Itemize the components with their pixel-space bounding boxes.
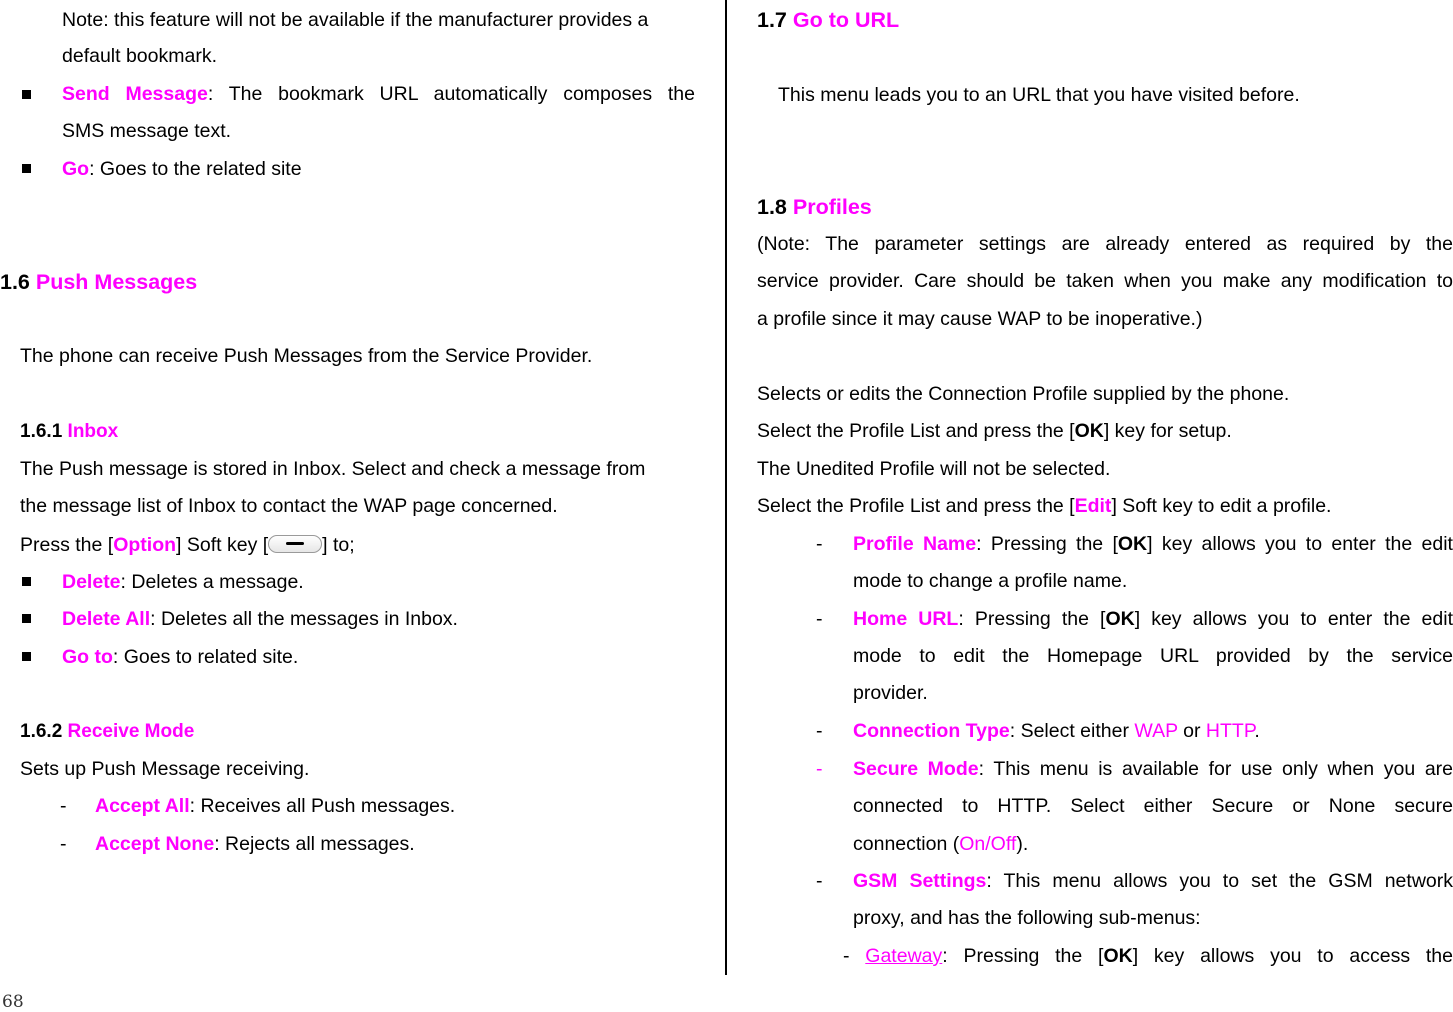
bullet-icon <box>22 652 31 661</box>
gsm-settings-item: GSM Settings: This menu allows you to set the GSM network <box>853 870 1453 892</box>
bullet-icon <box>22 614 31 623</box>
receive-mode-intro: Sets up Push Message receiving. <box>20 758 310 780</box>
home-url-item: Home URL: Pressing the [OK] key allows you to enter the edit <box>853 608 1453 630</box>
note-line-1: Note: this feature will not be available if the manufacturer provides a <box>62 9 649 31</box>
home-url-continuation-2: provider. <box>853 682 928 704</box>
note-line-2: default bookmark. <box>62 45 218 67</box>
gateway-item: - Gateway: Pressing the [OK] key allows you to access the <box>843 945 1453 967</box>
section-heading-go-to-url: 1.7 Go to URL <box>757 8 900 32</box>
bullet-icon <box>22 90 31 99</box>
gsm-settings-continuation: proxy, and has the following sub-menus: <box>853 907 1201 929</box>
dash-marker: - <box>60 833 67 855</box>
home-url-continuation: mode to edit the Homepage URL provided by the service <box>853 645 1453 667</box>
inbox-text-line-2: the message list of Inbox to contact the WAP page concerned. <box>20 495 558 517</box>
inbox-option-go-to: Go to: Goes to related site. <box>62 646 299 668</box>
section-heading-profiles: 1.8 Profiles <box>757 195 872 219</box>
inbox-press-option: Press the [Option] Soft key [ ] to; <box>20 534 355 556</box>
receive-option-accept-none: Accept None: Rejects all messages. <box>95 833 415 855</box>
profiles-paragraph-4: Select the Profile List and press the [Edit] Soft key to edit a profile. <box>757 495 1332 517</box>
section-heading-push-messages: 1.6 Push Messages <box>0 270 198 294</box>
send-message-continuation: SMS message text. <box>62 120 232 142</box>
go-item: Go: Goes to the related site <box>62 158 302 180</box>
inbox-option-delete-all: Delete All: Deletes all the messages in Inbox. <box>62 608 458 630</box>
profiles-paragraph-3: The Unedited Profile will not be selected. <box>757 458 1111 480</box>
bullet-icon <box>22 164 31 173</box>
soft-key-icon <box>268 535 322 553</box>
inbox-text-line-1: The Push message is stored in Inbox. Select and check a message from <box>20 458 646 480</box>
go-url-intro: This menu leads you to an URL that you have visited before. <box>778 84 1300 106</box>
connection-type-item: Connection Type: Select either WAP or HTTP. <box>853 720 1260 742</box>
profiles-paragraph-1: Selects or edits the Connection Profile supplied by the phone. <box>757 383 1290 405</box>
profiles-note-line-2: service provider. Care should be taken when you make any modification to <box>757 270 1453 292</box>
profiles-paragraph-2: Select the Profile List and press the [OK] key for setup. <box>757 420 1232 442</box>
profiles-note-line-1: (Note: The parameter settings are already entered as required by the <box>757 233 1453 255</box>
dash-marker: - <box>816 533 823 555</box>
profiles-note-line-3: a profile since it may cause WAP to be inoperative.) <box>757 308 1203 330</box>
subsection-heading-inbox: 1.6.1 Inbox <box>20 421 119 442</box>
profile-name-continuation: mode to change a profile name. <box>853 570 1128 592</box>
secure-mode-continuation: connected to HTTP. Select either Secure or None secure <box>853 795 1453 817</box>
secure-mode-item: Secure Mode: This menu is available for use only when you are <box>853 758 1453 780</box>
dash-marker: - <box>816 720 823 742</box>
dash-marker: - <box>816 870 823 892</box>
page-number: 68 <box>2 992 24 1012</box>
send-message-item: Send Message: The bookmark URL automatically composes the <box>62 83 695 105</box>
column-divider <box>725 0 727 975</box>
subsection-heading-receive-mode: 1.6.2 Receive Mode <box>20 721 195 742</box>
bullet-icon <box>22 577 31 586</box>
secure-mode-continuation-2: connection (On/Off). <box>853 833 1029 855</box>
push-intro: The phone can receive Push Messages from the Service Provider. <box>20 345 593 367</box>
dash-marker: - <box>816 758 823 780</box>
profile-name-item: Profile Name: Pressing the [OK] key allows you to enter the edit <box>853 533 1453 555</box>
inbox-option-delete: Delete: Deletes a message. <box>62 571 304 593</box>
dash-marker: - <box>816 608 823 630</box>
dash-marker: - <box>60 795 67 817</box>
receive-option-accept-all: Accept All: Receives all Push messages. <box>95 795 456 817</box>
